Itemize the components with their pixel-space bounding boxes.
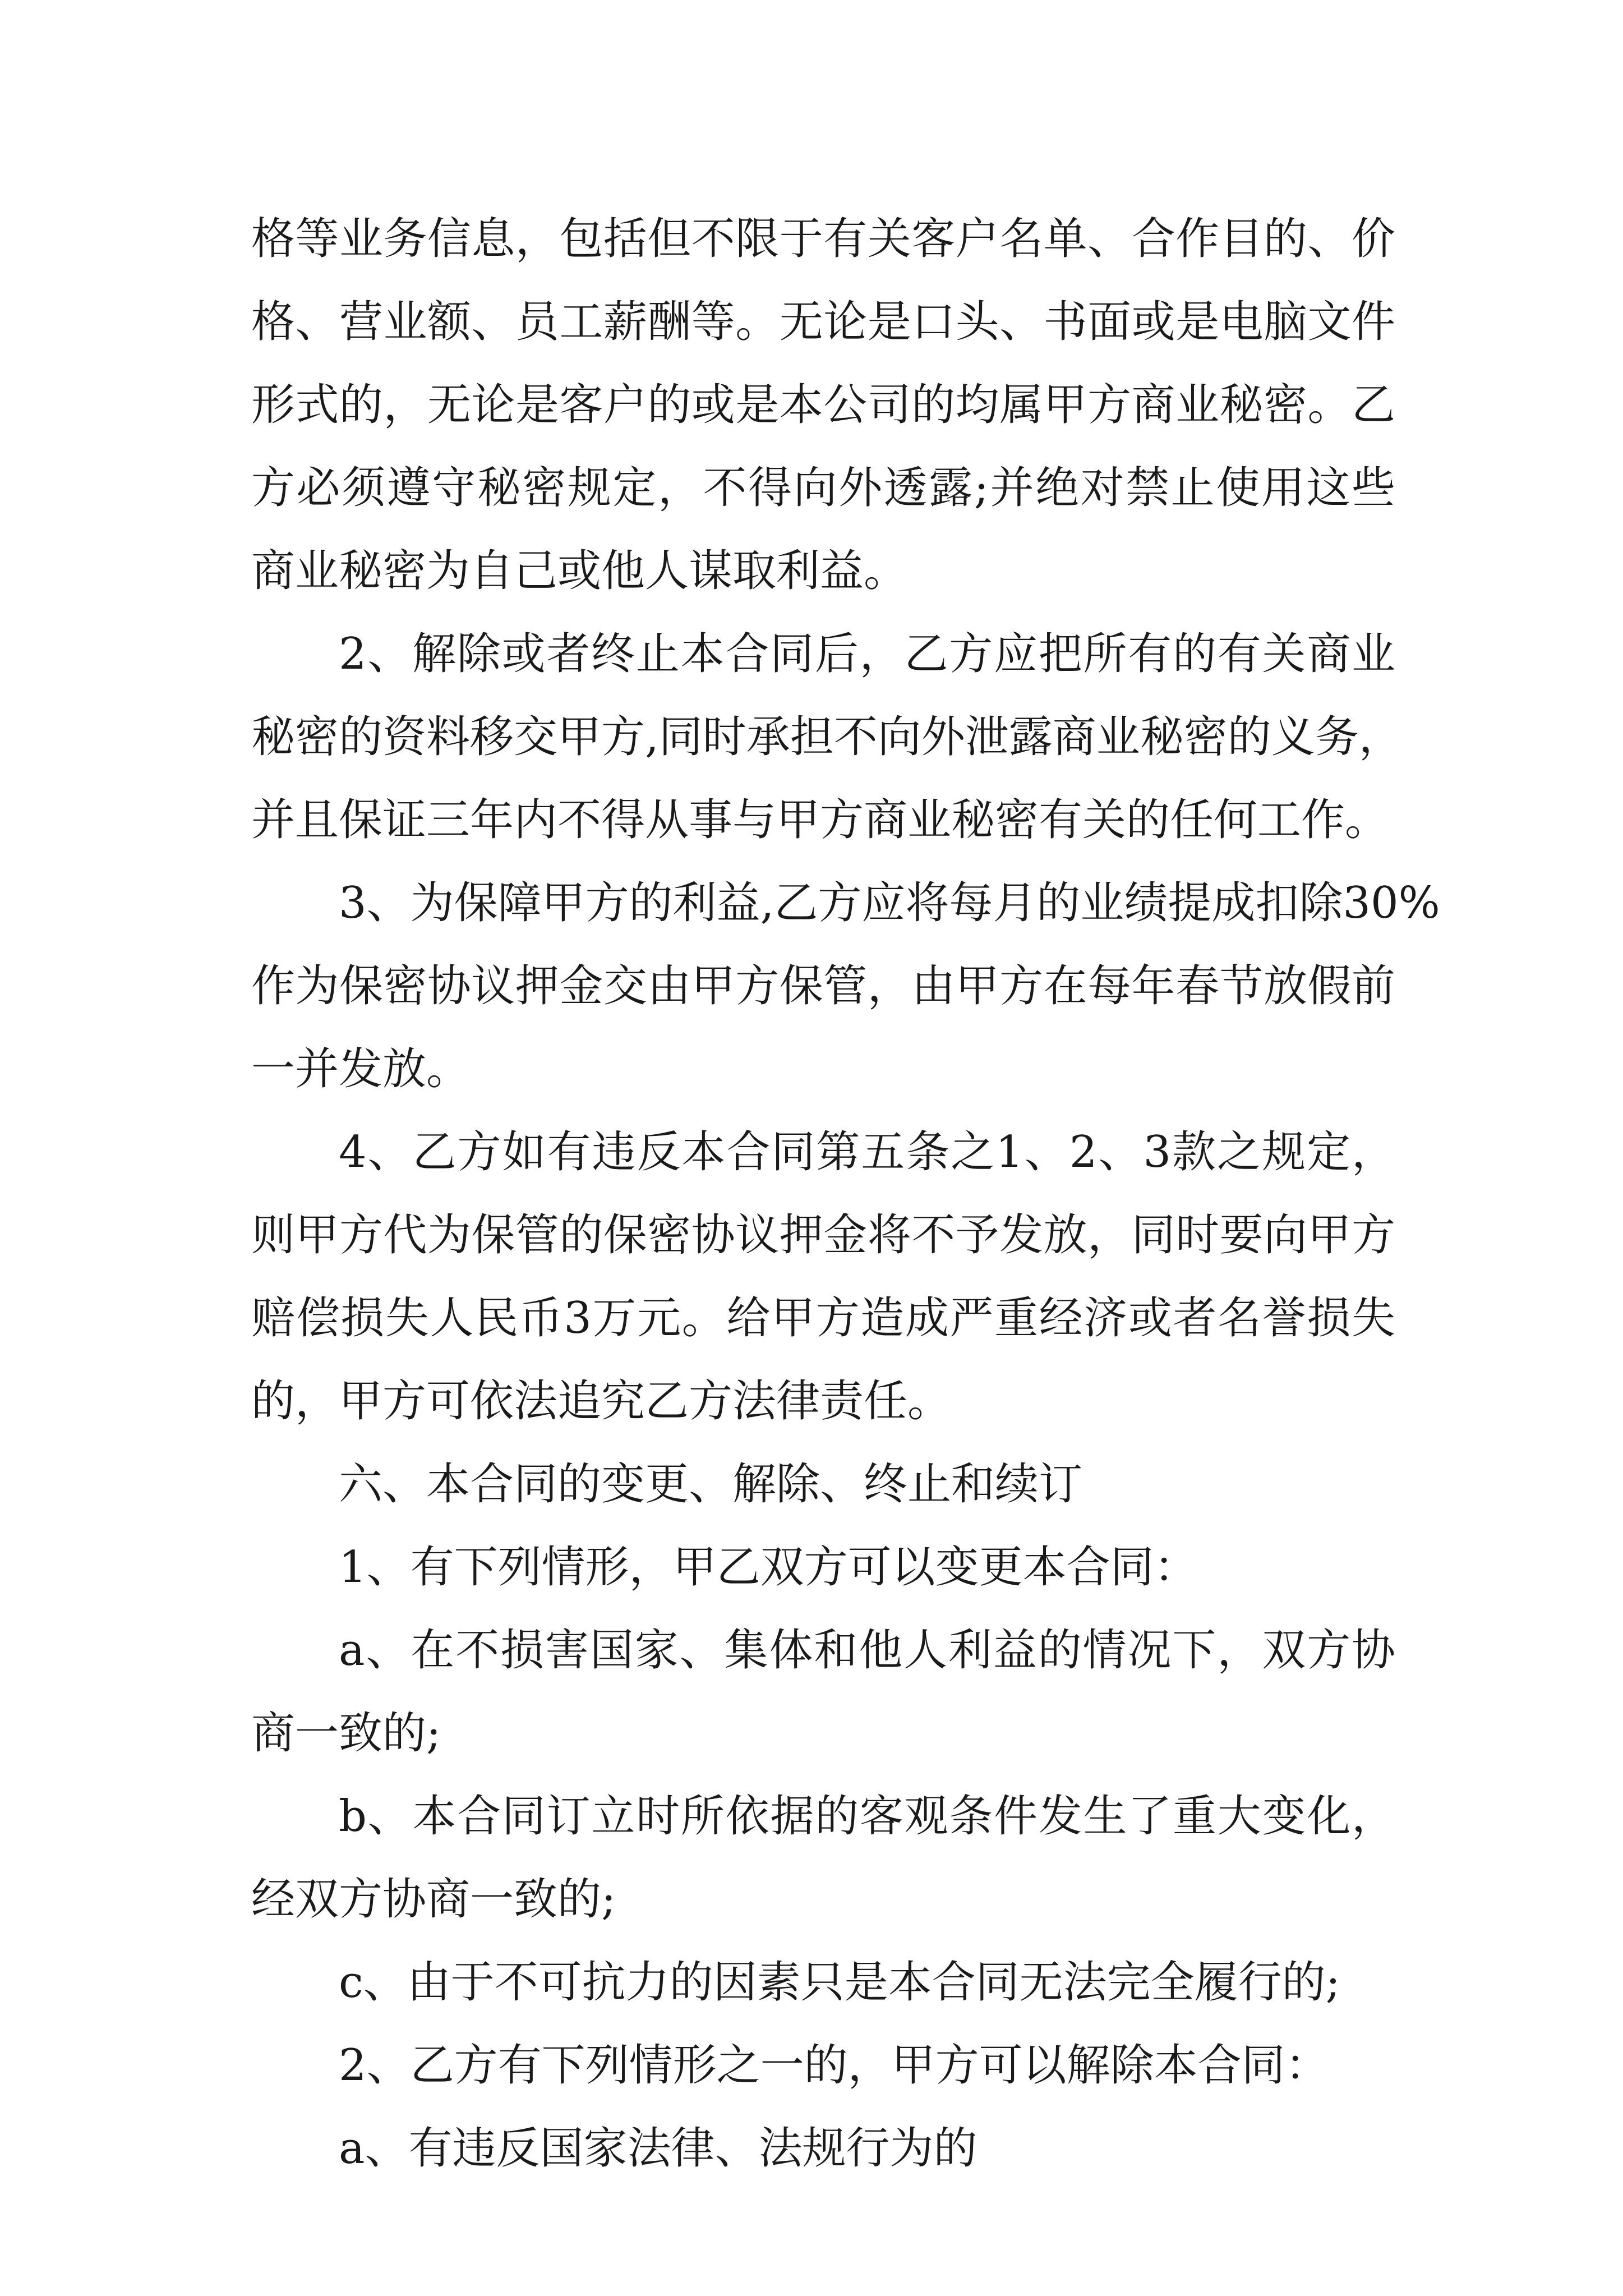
text-line: 则甲方代为保管的保密协议押金将不予发放，同时要向甲方 bbox=[251, 1210, 1395, 1260]
text-line: 一并发放。 bbox=[251, 1044, 471, 1094]
document-body bbox=[251, 197, 1440, 2190]
text-line: 六、本合同的变更、解除、终止和续订 bbox=[339, 1459, 1083, 1510]
text-line: 的，甲方可依法追究乙方法律责任。 bbox=[251, 1376, 952, 1427]
text-line: 1、有下列情形，甲乙双方可以变更本合同： bbox=[339, 1542, 1198, 1593]
paragraph bbox=[251, 1775, 1395, 1941]
paragraph bbox=[251, 1609, 1395, 1775]
text-line: 作为保密协议押金交由甲方保管，由甲方在每年春节放假前 bbox=[251, 961, 1395, 1011]
paragraph bbox=[251, 862, 1440, 1111]
text-line: 形式的，无论是客户的或是本公司的均属甲方商业秘密。乙 bbox=[251, 380, 1395, 430]
text-line: 格等业务信息，包括但不限于有关客户名单、合作目的、价 bbox=[251, 214, 1395, 264]
text-line: 商一致的; bbox=[251, 1708, 441, 1759]
paragraph bbox=[251, 1111, 1395, 1443]
paragraph bbox=[251, 2107, 1395, 2190]
paragraph bbox=[251, 1941, 1395, 2024]
paragraph bbox=[251, 2024, 1395, 2107]
paragraph bbox=[251, 197, 1395, 613]
text-line: 3、为保障甲方的利益,乙方应将每月的业绩提成扣除30% bbox=[339, 878, 1440, 928]
text-line: b、本合同订立时所依据的客观条件发生了重大变化， bbox=[339, 1791, 1395, 1842]
text-line: 秘密的资料移交甲方,同时承担不向外泄露商业秘密的义务， bbox=[251, 712, 1403, 762]
paragraph bbox=[251, 1443, 1395, 1526]
text-line: 商业秘密为自己或他人谋取利益。 bbox=[251, 546, 908, 596]
text-line: 并且保证三年内不得从事与甲方商业秘密有关的任何工作。 bbox=[251, 795, 1389, 845]
text-line: a、在不损害国家、集体和他人利益的情况下，双方协 bbox=[339, 1625, 1395, 1676]
text-line: 经双方协商一致的; bbox=[251, 1874, 616, 1925]
text-line: c、由于不可抗力的因素只是本合同无法完全履行的; bbox=[339, 1957, 1340, 2008]
text-line: a、有违反国家法律、法规行为的 bbox=[339, 2123, 978, 2174]
text-line: 4、乙方如有违反本合同第五条之1、2、3款之规定， bbox=[339, 1127, 1395, 1177]
paragraph bbox=[251, 1526, 1395, 1609]
text-line: 2、乙方有下列情形之一的，甲方可以解除本合同： bbox=[339, 2040, 1329, 2091]
text-line: 方必须遵守秘密规定，不得向外透露;并绝对禁止使用这些 bbox=[251, 463, 1395, 513]
text-line: 赔偿损失人民币3万元。给甲方造成严重经济或者名誉损失 bbox=[251, 1293, 1395, 1343]
paragraph bbox=[251, 613, 1403, 862]
text-line: 2、解除或者终止本合同后，乙方应把所有的有关商业 bbox=[339, 629, 1395, 679]
text-line: 格、营业额、员工薪酬等。无论是口头、书面或是电脑文件 bbox=[251, 297, 1395, 347]
